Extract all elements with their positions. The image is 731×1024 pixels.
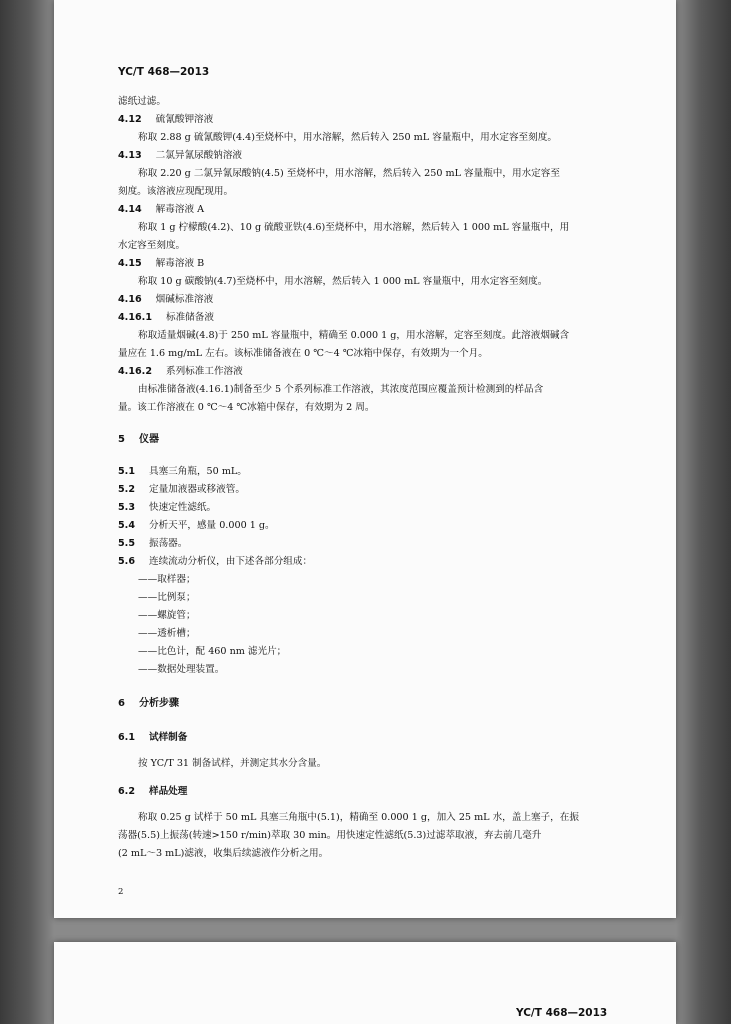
text-line: 量应在 1.6 mg/mL 左右。该标准储备液在 0 ℃～4 ℃冰箱中保存，有效期为一个月。 xyxy=(118,348,488,359)
chapter-heading-5: 5 仪器 xyxy=(118,434,159,445)
text-line: 荡器(5.5)上振荡(转速>150 r/min)萃取 30 min。用快速定性滤纸(5.3)过滤萃取液，弃去前几毫升 xyxy=(118,830,542,841)
section-heading-4-14: 4.14 解毒溶液 A xyxy=(118,204,205,215)
list-item: 5.1 具塞三角瓶，50 mL。 xyxy=(118,466,247,477)
chapter-heading-6: 6 分析步骤 xyxy=(118,698,179,709)
dash-list-item: ——数据处理装置。 xyxy=(138,664,225,675)
text-line: 刻度。该溶液应现配现用。 xyxy=(118,186,234,197)
text-line: (2 mL～3 mL)滤液，收集后续滤液作分析之用。 xyxy=(118,848,329,859)
section-heading-4-16-1: 4.16.1 标准储备液 xyxy=(118,312,214,323)
dash-list-item: ——比例泵； xyxy=(138,592,196,603)
text-line: 称取适量烟碱(4.8)于 250 mL 容量瓶中，精确至 0.000 1 g，用水溶解，定容至刻度。此溶液烟碱含 xyxy=(138,330,570,341)
list-item: 5.2 定量加液器或移液管。 xyxy=(118,484,245,495)
section-heading-4-12: 4.12 硫氰酸钾溶液 xyxy=(118,114,214,125)
document-page-1 xyxy=(54,0,676,918)
page-header: YC/T 468—2013 xyxy=(516,1007,608,1019)
text-line: 称取 1 g 柠檬酸(4.2)、10 g 硫酸亚铁(4.6)至烧杯中，用水溶解，然后转入 1 000 mL 容量瓶中，用 xyxy=(138,222,570,233)
section-heading-6-2: 6.2 样品处理 xyxy=(118,786,188,797)
page-number: 2 xyxy=(118,887,124,897)
document-page-2 xyxy=(54,942,676,1024)
dash-list-item: ——取样器； xyxy=(138,574,196,585)
list-item: 5.5 振荡器。 xyxy=(118,538,188,549)
list-item: 5.3 快速定性滤纸。 xyxy=(118,502,217,513)
dash-list-item: ——透析槽； xyxy=(138,628,196,639)
page-header: YC/T 468—2013 xyxy=(118,66,210,78)
text-line: 滤纸过滤。 xyxy=(118,96,166,107)
list-item: 5.6 连续流动分析仪，由下述各部分组成： xyxy=(118,556,313,567)
dash-list-item: ——螺旋管； xyxy=(138,610,196,621)
text-line: 量。该工作溶液在 0 ℃～4 ℃冰箱中保存，有效期为 2 周。 xyxy=(118,402,375,413)
text-line: 称取 10 g 碳酸钠(4.7)至烧杯中，用水溶解，然后转入 1 000 mL 容量瓶中，用水定容至刻度。 xyxy=(138,276,548,287)
text-line: 称取 2.20 g 二氯异氰尿酸钠(4.5) 至烧杯中，用水溶解，然后转入 250 mL 容量瓶中，用水定容至 xyxy=(138,168,560,179)
list-item: 5.4 分析天平，感量 0.000 1 g。 xyxy=(118,520,275,531)
section-heading-4-15: 4.15 解毒溶液 B xyxy=(118,258,205,269)
section-heading-4-13: 4.13 二氯异氰尿酸钠溶液 xyxy=(118,150,243,161)
section-heading-6-1: 6.1 试样制备 xyxy=(118,732,188,743)
section-heading-4-16-2: 4.16.2 系列标准工作溶液 xyxy=(118,366,243,377)
text-line: 水定容至刻度。 xyxy=(118,240,186,251)
text-line: 按 YC/T 31 制备试样，并测定其水分含量。 xyxy=(138,758,327,769)
text-line: 称取 2.88 g 硫氰酸钾(4.4)至烧杯中，用水溶解，然后转入 250 mL 容量瓶中，用水定容至刻度。 xyxy=(138,132,557,143)
section-heading-4-16: 4.16 烟碱标准溶液 xyxy=(118,294,214,305)
text-line: 称取 0.25 g 试样于 50 mL 具塞三角瓶中(5.1)，精确至 0.000 1 g，加入 25 mL 水，盖上塞子，在振 xyxy=(138,812,579,823)
dash-list-item: ——比色计，配 460 nm 滤光片； xyxy=(138,646,287,657)
text-line: 由标准储备液(4.16.1)制备至少 5 个系列标准工作溶液，其浓度范围应覆盖预计检测到的样品含 xyxy=(138,384,544,395)
